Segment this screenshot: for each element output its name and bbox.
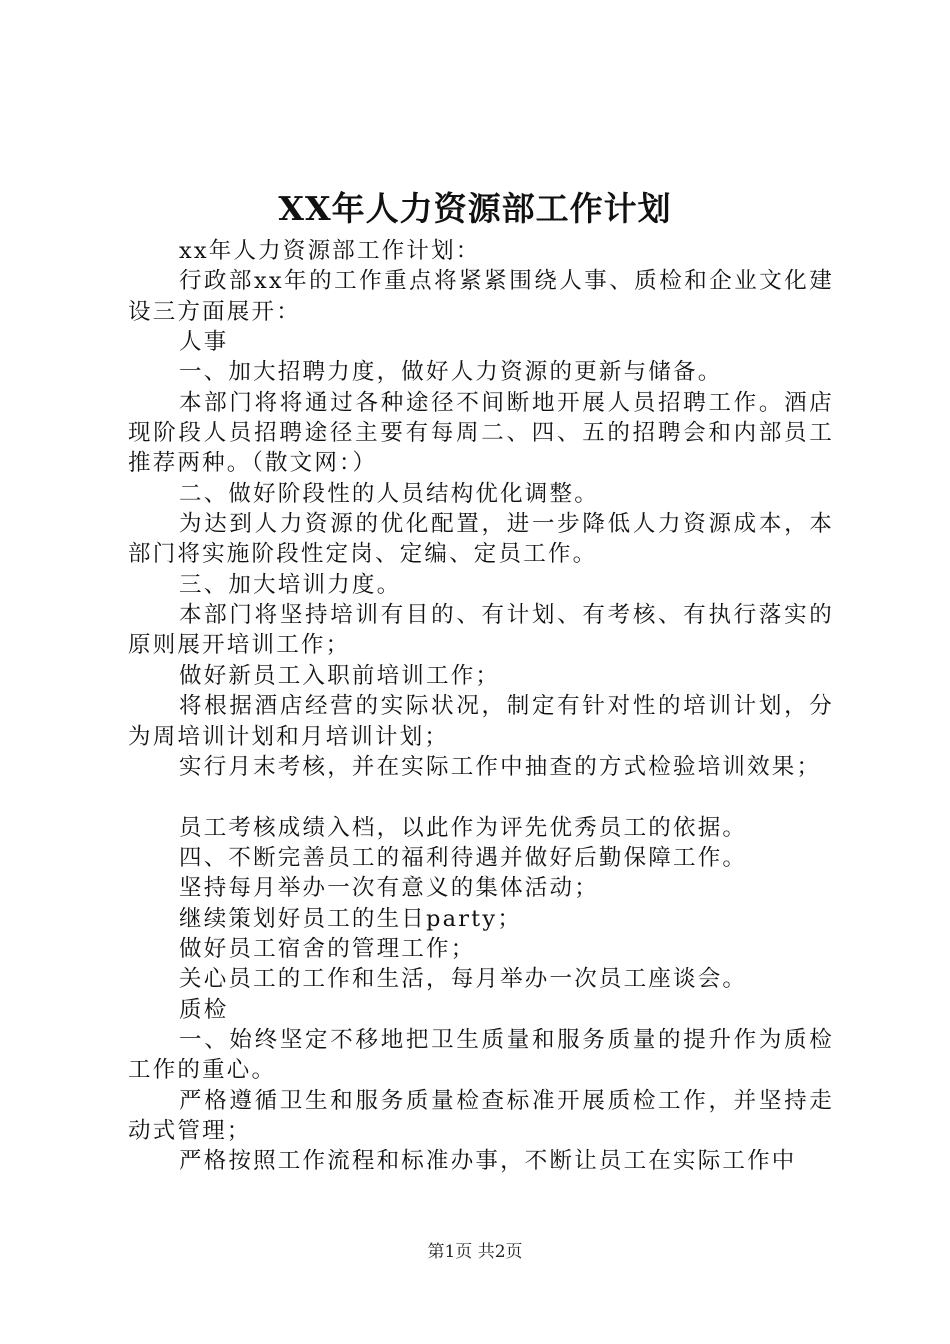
section-heading-personnel: 人事 [179, 329, 229, 356]
document-body [128, 236, 834, 1177]
paragraph-item: 四、不断完善员工的福利待遇并做好后勤保障工作。 [179, 844, 748, 871]
page-footer: 第1页 共2页 [427, 1242, 523, 1262]
paragraph-item: 二、做好阶段性的人员结构优化调整。 [179, 480, 599, 507]
paragraph-item: 三、加大培训力度。 [179, 571, 402, 598]
paragraph-item: 本部门将坚持培训有目的、有计划、有考核、有执行落实的原则展开培训工作； [128, 602, 834, 659]
document-title: XX年人力资源部工作计划 [278, 189, 672, 228]
paragraph-item: 关心员工的工作和生活，每月举办一次员工座谈会。 [179, 966, 748, 993]
paragraph-item: 将根据酒店经营的实际状况，制定有针对性的培训计划，分为周培训计划和月培训计划； [128, 693, 834, 750]
paragraph-item: 做好新员工入职前培训工作； [179, 662, 501, 689]
paragraph-overview: 行政部xx年的工作重点将紧紧围绕人事、质检和企业文化建设三方面展开： [128, 268, 834, 325]
paragraph-item: 为达到人力资源的优化配置，进一步降低人力资源成本，本部门将实施阶段性定岗、定编、定员工作。 [128, 511, 834, 568]
paragraph-item: 员工考核成绩入档，以此作为评先优秀员工的依据。 [179, 814, 748, 841]
paragraph-item: 严格按照工作流程和标准办事，不断让员工在实际工作中 [179, 1148, 797, 1175]
paragraph-intro: xx年人力资源部工作计划： [179, 238, 481, 264]
paragraph-item: 做好员工宿舍的管理工作； [179, 935, 476, 962]
paragraph-item: 一、加大招聘力度，做好人力资源的更新与储备。 [179, 359, 723, 386]
paragraph-item: 实行月末考核，并在实际工作中抽查的方式检验培训效果； [179, 753, 822, 780]
paragraph-item: 一、始终坚定不移地把卫生质量和服务质量的提升作为质检工作的重心。 [128, 1026, 834, 1084]
paragraph-item: 继续策划好员工的生日party； [179, 905, 523, 932]
paragraph-item: 本部门将将通过各种途径不间断地开展人员招聘工作。酒店现阶段人员招聘途径主要有每周二、四、五的招聘会和内部员工推荐两种。（散文网：） [128, 389, 834, 477]
paragraph-item: 严格遵循卫生和服务质量检查标准开展质检工作，并坚持走动式管理； [128, 1087, 834, 1144]
blank-line [128, 782, 834, 812]
paragraph-item: 坚持每月举办一次有意义的集体活动； [179, 875, 599, 902]
section-heading-quality: 质检 [179, 996, 229, 1023]
